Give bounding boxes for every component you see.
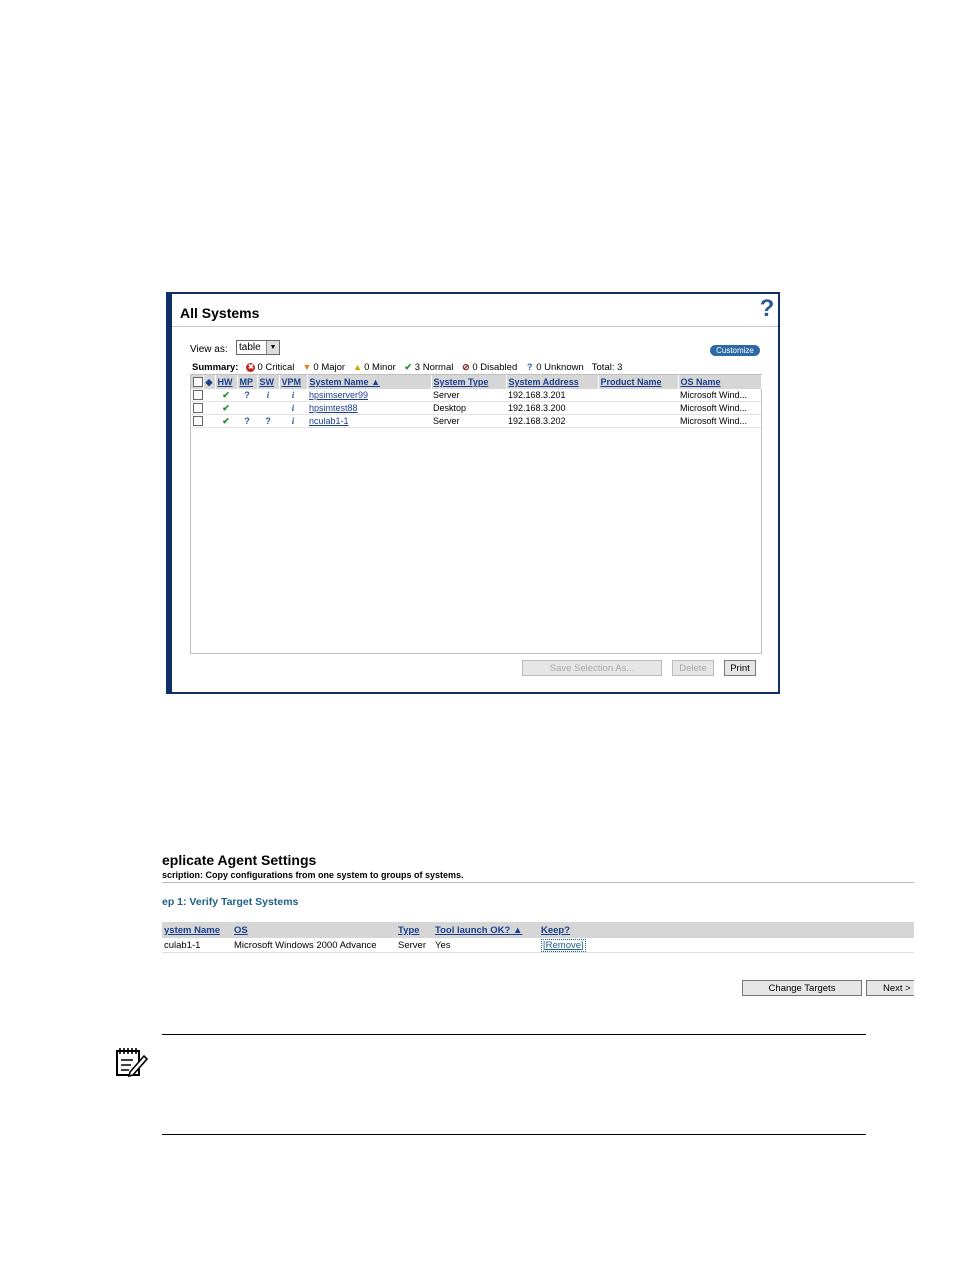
system-address: 192.168.3.200 — [506, 402, 598, 415]
column-header-system-name[interactable]: System Name ▲ — [307, 375, 431, 389]
mp-status-icon[interactable]: ? — [237, 389, 257, 402]
os-name: Microsoft Wind... — [678, 415, 761, 428]
column-header-os-name[interactable]: OS Name — [678, 375, 761, 389]
view-as-select[interactable] — [236, 340, 280, 355]
system-name-link[interactable]: hpsimserver99 — [309, 390, 369, 400]
tool-launch-status: Yes — [433, 938, 539, 953]
unknown-icon: ? — [526, 362, 533, 372]
table-row — [191, 389, 761, 402]
mp-status-icon[interactable] — [237, 402, 257, 415]
delete-button[interactable]: Delete — [672, 660, 714, 676]
critical-icon: ✖ — [248, 364, 254, 371]
divider — [162, 882, 914, 883]
summary-normal: ✔ 3 Normal — [404, 362, 454, 373]
mp-status-icon[interactable]: ? — [237, 415, 257, 428]
vpm-status-icon[interactable]: i — [279, 402, 307, 415]
os-name: Microsoft Windows 2000 Advance — [232, 938, 396, 953]
column-header-mp[interactable]: MP — [237, 375, 257, 389]
column-header-system-address[interactable]: System Address — [506, 375, 598, 389]
system-address: 192.168.3.201 — [506, 389, 598, 402]
system-type: Desktop — [431, 402, 506, 415]
hw-status-icon[interactable]: ✔ — [215, 402, 237, 415]
system-type: Server — [431, 389, 506, 402]
all-systems-panel — [166, 292, 780, 694]
column-header-sw[interactable]: SW — [257, 375, 279, 389]
step-heading: ep 1: Verify Target Systems — [162, 896, 299, 908]
change-targets-button[interactable]: Change Targets — [742, 980, 862, 996]
column-header-product-name[interactable]: Product Name — [598, 375, 678, 389]
system-type: Server — [431, 415, 506, 428]
status-summary — [192, 362, 622, 373]
summary-label: Summary: — [192, 362, 239, 373]
customize-button[interactable]: Customize — [710, 345, 760, 356]
sw-status-icon[interactable]: ? — [257, 415, 279, 428]
sort-up-icon: ▲ — [512, 924, 523, 936]
status-sort-icon[interactable]: ◆ — [203, 375, 215, 389]
summary-minor: ▲ 0 Minor — [353, 362, 396, 373]
column-header-hw[interactable]: HW — [215, 375, 237, 389]
chevron-down-icon[interactable]: ▼ — [266, 341, 279, 354]
replicate-title: eplicate Agent Settings — [162, 852, 317, 868]
table-row — [191, 415, 761, 428]
remove-link[interactable]: [Remove] — [543, 939, 584, 951]
system-name-link[interactable]: hpsimtest88 — [309, 403, 358, 413]
view-as-label: View as: — [190, 344, 228, 355]
column-header-type[interactable]: Type — [396, 922, 433, 938]
system-name: culab1-1 — [162, 938, 232, 953]
system-type: Server — [396, 938, 433, 953]
column-header-keep[interactable]: Keep? — [539, 922, 914, 938]
row-checkbox[interactable] — [191, 389, 203, 402]
note-icon — [114, 1046, 148, 1078]
replicate-description: scription: Copy configurations from one system to groups of systems. — [162, 870, 464, 880]
help-icon[interactable]: ? — [759, 295, 775, 322]
print-button[interactable]: Print — [724, 660, 756, 676]
table-row — [191, 402, 761, 415]
column-header-system-name[interactable]: ystem Name — [162, 922, 232, 938]
table-row — [162, 938, 914, 953]
summary-unknown: ? 0 Unknown — [526, 362, 584, 373]
select-all-checkbox[interactable] — [191, 375, 203, 389]
major-icon: ▼ — [302, 362, 312, 372]
column-header-vpm[interactable]: VPM — [279, 375, 307, 389]
column-header-os[interactable]: OS — [232, 922, 396, 938]
system-address: 192.168.3.202 — [506, 415, 598, 428]
vpm-status-icon[interactable]: i — [279, 389, 307, 402]
column-header-tool-launch[interactable]: Tool launch OK? ▲ — [433, 922, 539, 938]
vpm-status-icon[interactable]: i — [279, 415, 307, 428]
row-checkbox[interactable] — [191, 415, 203, 428]
normal-icon: ✔ — [404, 362, 413, 372]
view-as-value: table — [239, 342, 261, 353]
minor-icon: ▲ — [353, 362, 363, 372]
system-name-link[interactable]: nculab1-1 — [309, 416, 349, 426]
hw-status-icon[interactable]: ✔ — [215, 389, 237, 402]
summary-major: ▼ 0 Major — [302, 362, 346, 373]
save-selection-button[interactable]: Save Selection As... — [522, 660, 662, 676]
product-name — [598, 402, 678, 415]
replicate-agent-settings-panel — [162, 848, 914, 1004]
note-divider-bottom — [162, 1134, 866, 1135]
column-header-system-type[interactable]: System Type — [431, 375, 506, 389]
systems-table — [190, 374, 762, 654]
row-checkbox[interactable] — [191, 402, 203, 415]
product-name — [598, 389, 678, 402]
panel-titlebar — [172, 294, 778, 327]
target-systems-table — [162, 922, 914, 953]
os-name: Microsoft Wind... — [678, 402, 761, 415]
hw-status-icon[interactable]: ✔ — [215, 415, 237, 428]
note-divider-top — [162, 1034, 866, 1035]
summary-disabled: ⊘ 0 Disabled — [462, 362, 518, 373]
disabled-icon: ⊘ — [462, 362, 470, 372]
sw-status-icon[interactable] — [257, 402, 279, 415]
sort-up-icon: ▲ — [371, 377, 380, 387]
os-name: Microsoft Wind... — [678, 389, 761, 402]
page-title: All Systems — [180, 305, 260, 321]
summary-critical: ✖ 0 Critical — [248, 362, 295, 373]
next-button[interactable]: Next > — [866, 980, 914, 996]
summary-total: Total: 3 — [591, 362, 623, 373]
product-name — [598, 415, 678, 428]
sw-status-icon[interactable]: i — [257, 389, 279, 402]
